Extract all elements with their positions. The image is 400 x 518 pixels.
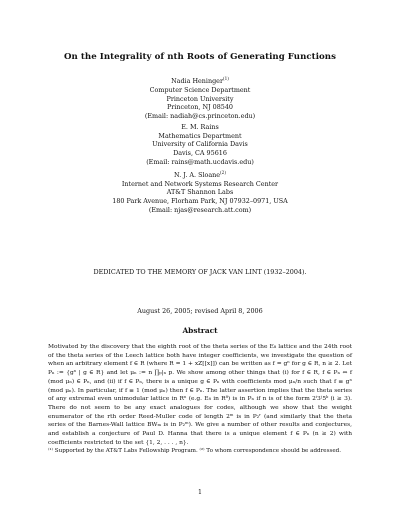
page-number: 1 — [198, 489, 202, 496]
abstract-heading: Abstract — [182, 326, 218, 335]
author-affiliation-line: (Email: nadiah@cs.princeton.edu) — [144, 112, 256, 121]
author-affiliation-line: Princeton University — [166, 94, 234, 103]
author-footnote-mark: (1) — [223, 76, 229, 81]
dedication: DEDICATED TO THE MEMORY OF JACK VAN LINT (1932–2004). — [93, 268, 307, 276]
author-affiliation-line: University of California Davis — [152, 140, 248, 149]
date-line: August 26, 2005; revised April 8, 2006 — [137, 307, 263, 315]
author-name — [0, 169, 400, 180]
paper-title: On the Integrality of nth Roots of Generating Functions — [64, 52, 336, 62]
author-affiliation-line: Davis, CA 95616 — [173, 149, 227, 158]
author-affiliation-line: (Email: rains@math.ucdavis.edu) — [146, 157, 254, 166]
author-name — [0, 123, 400, 132]
footnote: ⁽¹⁾ Supported by the AT&T Labs Fellowship Program. ⁽²⁾ To whom correspondence should be addressed. — [48, 448, 342, 454]
author-affiliation-line: Princeton, NJ 08540 — [167, 103, 233, 112]
author-affiliation-line: Mathematics Department — [158, 131, 242, 140]
author-affiliation-line: AT&T Shannon Labs — [166, 188, 234, 197]
author-name-text: E. M. Rains — [181, 122, 219, 131]
author-name — [0, 75, 400, 86]
author-affiliation-line: 180 Park Avenue, Florham Park, NJ 07932–0971, USA — [112, 197, 288, 205]
abstract-text: Motivated by the discovery that the eighth root of the theta series of the E₈ lattice and the 24th root of the theta series of the Leech lattice both have integer coefficients, we investigate the question of when an arbitrary element f ∈ R (where R = 1 + xZ[[x]]) can be written as f = gⁿ for g ∈ R, n ≥ 2. Let Pₙ := {gⁿ | g ∈ R} and let μₙ := n ∏ₚ|ₙ p. We show among other things that (i) for f ∈ R, f ∈ Pₙ ⇔ f (mod μₙ) ∈ Pₙ, and (ii) if f ∈ Pₙ, there is a unique g ∈ Pₙ with coefficients mod μₙ/n such that f ≡ gⁿ (mod μₙ). In particular, if f ≡ 1 (mod μₙ) then f ∈ Pₙ. The latter assertion implies that the theta series of any extremal even unimodular lattice in Rⁿ (e.g. E₈ in R⁸) is in Pₙ if n is of the form 2ⁱ3ʲ5ᵏ (i ≥ 3). There do not seem to be any exact analogues for codes, although we show that the weight enumerator of the rth order Reed-Muller code of length 2ᵐ is in P₂ʳ (and similarly that the theta series of the Barnes-Wall lattice BWₘ is in P₂ᵐ). We give a number of other results and conjectures, and establish a conjecture of Paul D. Hanna that there is a unique element f ∈ Pₙ (n ≥ 2) with coefficients restricted to the set {1, 2, . . . , n}. — [48, 344, 352, 446]
author-affiliation-line: (Email: njas@research.att.com) — [148, 205, 252, 214]
author-block — [0, 75, 400, 215]
author-affiliation-line: Computer Science Department — [149, 85, 251, 94]
author-name-text: Nadia Heninger — [171, 77, 223, 86]
author-footnote-mark: (2) — [220, 169, 226, 175]
author-name-text: N. J. A. Sloane — [174, 170, 221, 179]
author-affiliation-line: Internet and Network Systems Research Center — [121, 179, 279, 188]
